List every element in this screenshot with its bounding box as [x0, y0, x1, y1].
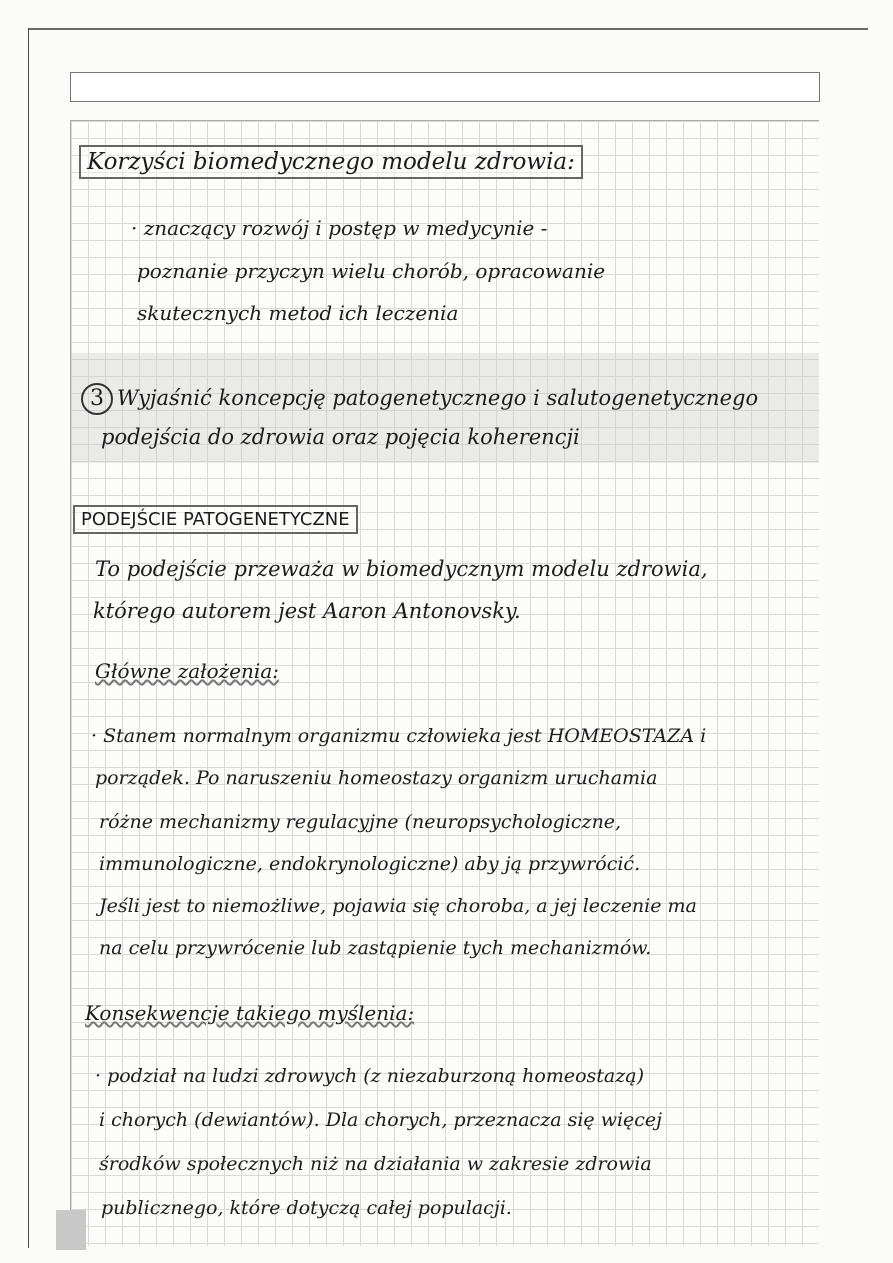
- benefit-line-2: poznanie przyczyn wielu chorób, opracowanie: [137, 259, 606, 283]
- question-number: 3: [81, 383, 113, 415]
- assumption-line-1: · Stanem normalnym organizmu człowieka jest HOMEOSTAZA i: [91, 725, 707, 747]
- consequence-line-4: publicznego, które dotyczą całej populacji.: [101, 1197, 512, 1219]
- section-title: [73, 509, 358, 530]
- assumption-line-3: różne mechanizmy regulacyjne (neuropsychologiczne,: [99, 811, 622, 833]
- page-top-edge: [28, 28, 868, 30]
- benefits-heading-text: Korzyści biomedycznego modelu zdrowia:: [79, 145, 583, 179]
- question-line-1: [81, 383, 758, 415]
- benefits-heading: [79, 149, 583, 175]
- consequence-line-1: · podział na ludzi zdrowych (z niezaburzoną homeostazą): [95, 1065, 645, 1087]
- question-line-2: podejścia do zdrowia oraz pojęcia koherencji: [101, 425, 580, 449]
- consequence-line-2: i chorych (dewiantów). Dla chorych, przeznacza się więcej: [99, 1109, 663, 1131]
- assumption-line-2: porządek. Po naruszeniu homeostazy organizm uruchamia: [95, 767, 658, 789]
- benefit-line-3: skutecznych metod ich leczenia: [137, 301, 459, 325]
- header-box: [70, 72, 820, 102]
- benefit-line-1: · znaczący rozwój i postęp w medycynie -: [131, 216, 548, 240]
- question-text-1: Wyjaśnić koncepcję patogenetycznego i salutogenetycznego: [117, 386, 759, 410]
- consequences-title: Konsekwencje takiego myślenia:: [85, 1001, 415, 1025]
- page-corner-shadow: [56, 1210, 86, 1250]
- intro-line-1: To podejście przeważa w biomedycznym modelu zdrowia,: [95, 557, 708, 581]
- consequence-line-3: środków społecznych niż na działania w zakresie zdrowia: [99, 1153, 652, 1175]
- intro-line-2: którego autorem jest Aaron Antonovsky.: [93, 599, 521, 623]
- assumption-line-5: Jeśli jest to niemożliwe, pojawia się choroba, a jej leczenie ma: [99, 895, 697, 917]
- assumption-line-6: na celu przywrócenie lub zastąpienie tych mechanizmów.: [99, 937, 652, 959]
- assumptions-title: Główne założenia:: [95, 659, 279, 683]
- page-left-edge: [28, 28, 29, 1248]
- section-title-text: PODEJŚCIE PATOGENETYCZNE: [73, 505, 358, 534]
- assumption-line-4: immunologiczne, endokrynologiczne) aby ją przywrócić.: [99, 853, 641, 875]
- notebook-page: [70, 120, 819, 1246]
